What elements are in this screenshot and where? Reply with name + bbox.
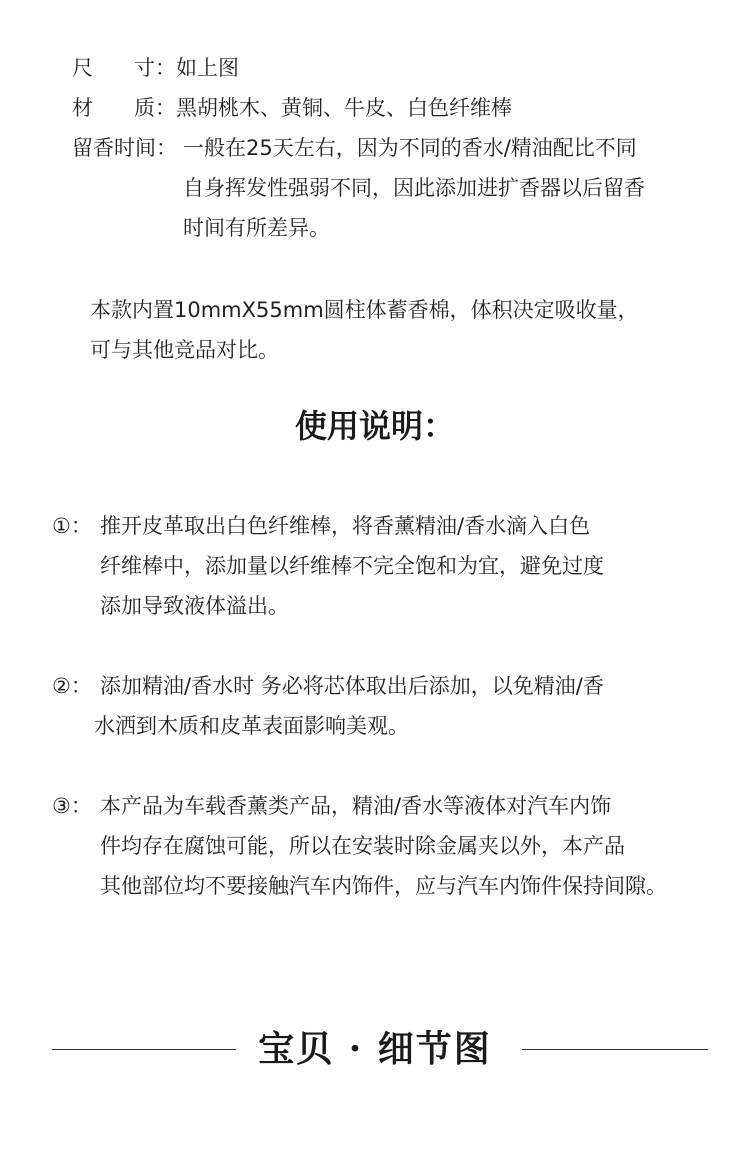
- spec-time-line-2: 自身挥发性强弱不同，因此添加进扩香器以后留香: [183, 176, 645, 200]
- divider-line-right: [522, 1049, 708, 1050]
- spec-material-value: 黑胡桃木、黄铜、牛皮、白色纤维棒: [176, 96, 512, 120]
- usage-item-2-marker: ②：: [52, 674, 92, 698]
- spec-material-label-2: 质：: [134, 96, 176, 120]
- spec-size-row: [72, 54, 239, 82]
- usage-item-3-line-2: 件均存在腐蚀可能，所以在安装时除金属夹以外，本产品: [100, 834, 625, 858]
- usage-item-3-marker: ③：: [52, 794, 92, 818]
- usage-item-1-line-1: 推开皮革取出白色纤维棒，将香薰精油/香水滴入白色: [100, 514, 591, 538]
- spec-material-label-1: 材: [72, 96, 93, 120]
- usage-item-1-line-2: 纤维棒中，添加量以纤维棒不完全饱和为宜，避免过度: [100, 554, 604, 578]
- spec-time-line-3: 时间有所差异。: [183, 216, 330, 240]
- usage-item-2-line-1: 添加精油/香水时 务必将芯体取出后添加，以免精油/香: [100, 674, 604, 698]
- spec-size-value: 如上图: [176, 56, 239, 80]
- usage-title: 使用说明：: [294, 407, 455, 445]
- spec-size-label-2: 寸：: [134, 56, 176, 80]
- spec-time-label: 留香时间：: [72, 136, 177, 160]
- usage-item-3-line-1: 本产品为车载香薰类产品，精油/香水等液体对汽车内饰: [100, 794, 612, 818]
- spec-size-label-1: 尺: [72, 56, 93, 80]
- note-line-2: 可与其他竞品对比。: [90, 338, 279, 362]
- usage-item-1-marker: ①：: [52, 514, 92, 538]
- spec-material-row: [72, 94, 512, 122]
- spec-time-line-1: 一般在25天左右，因为不同的香水/精油配比不同: [183, 136, 637, 160]
- detail-section-title: 宝贝 · 细节图: [258, 1028, 492, 1070]
- usage-item-3-line-3: 其他部位均不要接触汽车内饰件，应与汽车内饰件保持间隙。: [100, 874, 667, 898]
- divider-line-left: [52, 1049, 236, 1050]
- usage-item-2-line-2: 水洒到木质和皮革表面影响美观。: [94, 714, 409, 738]
- usage-item-1-line-3: 添加导致液体溢出。: [100, 594, 289, 618]
- note-line-1: 本款内置10mmX55mm圆柱体蓄香棉，体积决定吸收量，: [90, 298, 639, 322]
